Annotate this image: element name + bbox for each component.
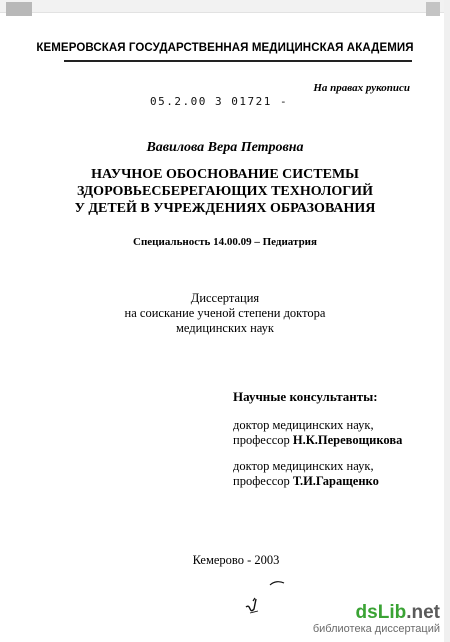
consultants-heading: Научные консультанты: xyxy=(233,389,378,404)
consultant-degree: доктор медицинских наук, xyxy=(233,418,374,432)
title-line: У ДЕТЕЙ В УЧРЕЖДЕНИЯХ ОБРАЗОВАНИЯ xyxy=(74,201,376,216)
watermark-tagline: библиотека диссертаций xyxy=(312,623,440,635)
watermark-dslib[interactable] xyxy=(313,603,440,636)
dissertation-title xyxy=(0,166,450,217)
title-line: ЗДОРОВЬЕСБЕРЕГАЮЩИХ ТЕХНОЛОГИЙ xyxy=(77,184,373,199)
degree-line: Диссертация xyxy=(190,291,260,305)
specialty: Специальность 14.00.09 – Педиатрия xyxy=(133,236,317,248)
watermark-logo-suffix: .net xyxy=(406,602,440,623)
consultant-name: Т.И.Гаращенко xyxy=(292,474,379,488)
consultant-rank: профессор xyxy=(233,474,290,488)
handwritten-signature xyxy=(243,577,291,617)
author-name: Вавилова Вера Петровна xyxy=(146,140,304,155)
degree-line: медицинских наук xyxy=(175,321,275,335)
consultant-rank-line xyxy=(233,433,402,448)
consultant-rank: профессор xyxy=(233,433,290,447)
scan-edge-top xyxy=(0,0,450,13)
scan-corner-mark xyxy=(6,2,32,16)
manuscript-note: На правах рукописи xyxy=(313,82,410,94)
institution-name: КЕМЕРОВСКАЯ ГОСУДАРСТВЕННАЯ МЕДИЦИНСКАЯ АКАДЕМИЯ xyxy=(36,42,414,54)
consultant-degree: доктор медицинских наук, xyxy=(233,459,374,473)
degree-line: на соискание ученой степени доктора xyxy=(124,306,326,320)
consultant-entry xyxy=(233,459,379,489)
watermark-logo xyxy=(313,603,440,623)
header-rule xyxy=(64,60,412,62)
consultant-name: Н.К.Перевощикова xyxy=(292,433,403,447)
city-year: Кемерово - 2003 xyxy=(192,553,280,567)
scan-corner-mark xyxy=(426,2,440,16)
title-line: НАУЧНОЕ ОБОСНОВАНИЕ СИСТЕМЫ xyxy=(91,167,359,182)
consultant-entry xyxy=(233,418,402,448)
watermark-logo-main: dsLib xyxy=(355,602,407,623)
registry-number: 05.2.00 3 01721 - xyxy=(150,95,289,108)
degree-statement xyxy=(0,291,450,336)
consultant-rank-line xyxy=(233,474,379,489)
